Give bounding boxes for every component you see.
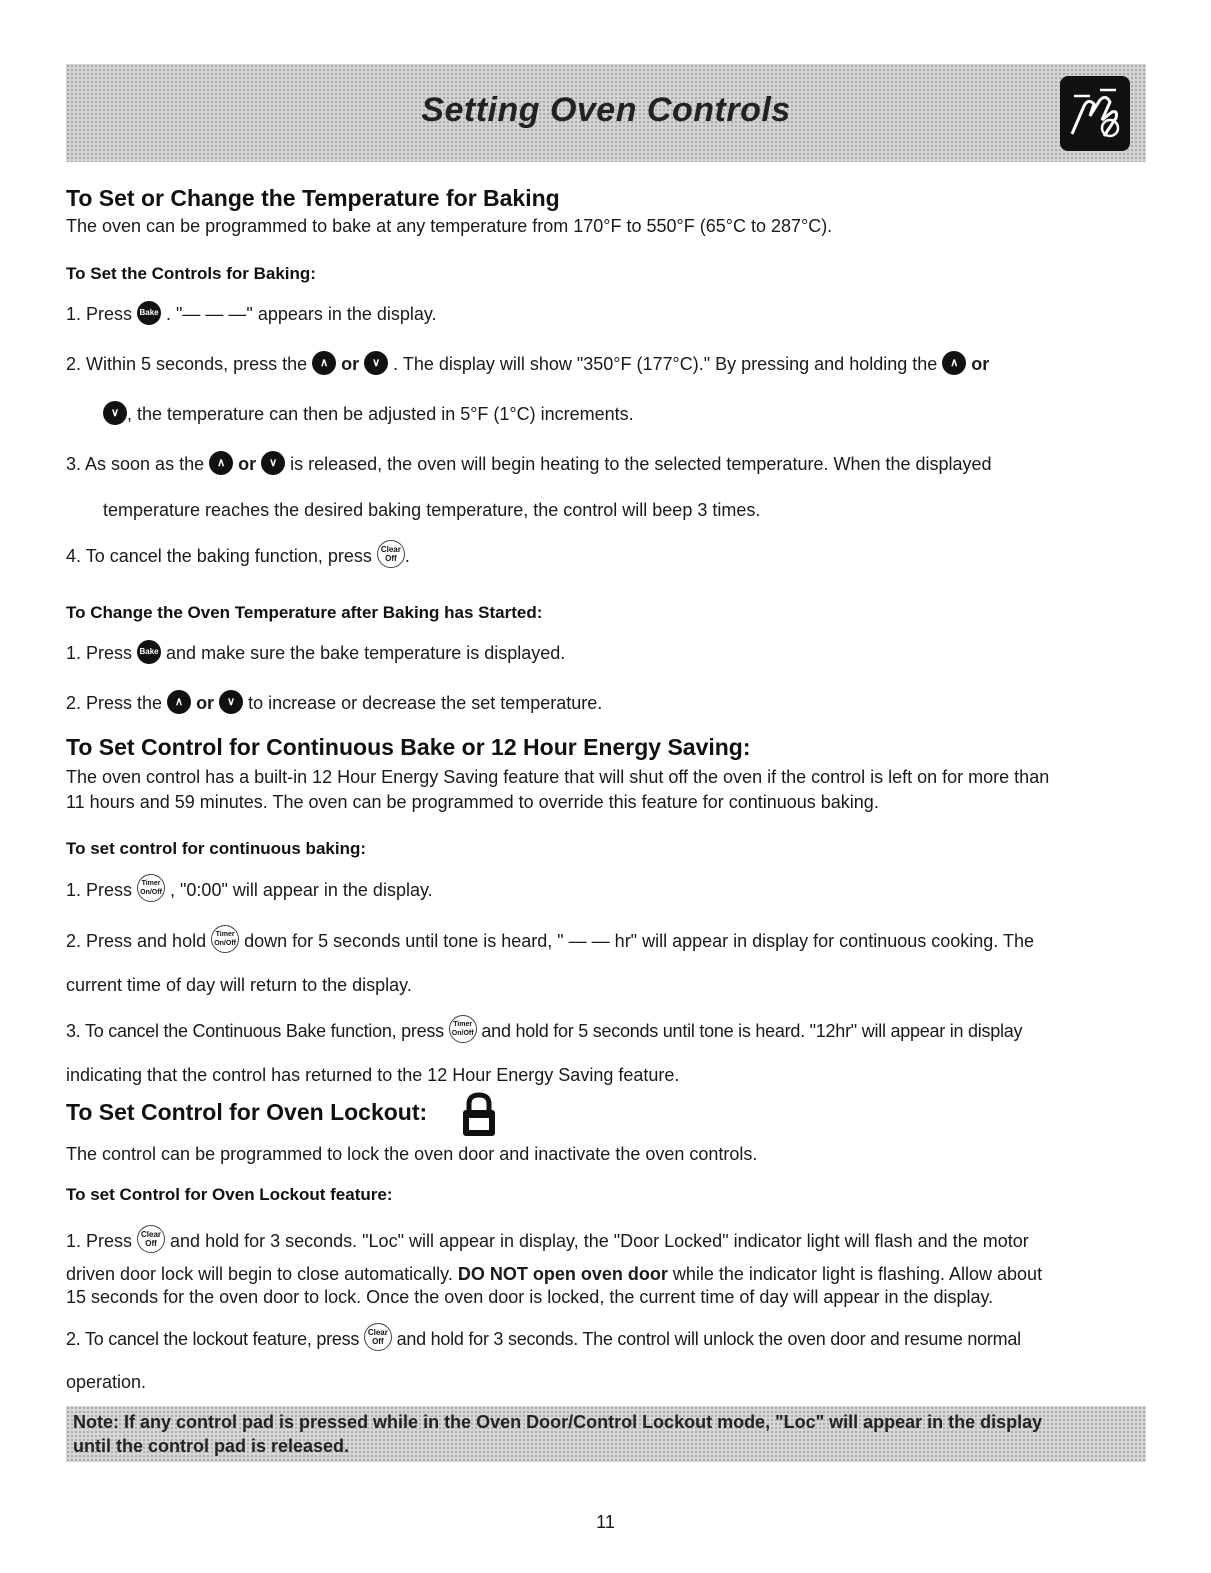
- step-text: driven door lock will begin to close automatically.: [66, 1264, 458, 1284]
- step-text: 3. As soon as the: [66, 454, 210, 474]
- button-label: On/Off: [214, 940, 236, 947]
- step-text: and hold for 3 seconds. "Loc" will appear in display, the "Door Locked" indicator light will flash and the motor: [165, 1230, 1029, 1251]
- or-text: or: [966, 354, 990, 374]
- button-label: Timer: [215, 931, 235, 938]
- timer-on-off-button-icon: [449, 1015, 477, 1043]
- subheading-lockout-feature: To set Control for Oven Lockout feature:: [66, 1185, 393, 1204]
- section-intro: The oven control has a built-in 12 Hour Energy Saving feature that will shut off the oven if the control is left on for more than: [66, 767, 1050, 787]
- bake-button-icon: Bake: [137, 640, 161, 664]
- step-text: 2. Press and hold: [66, 930, 212, 951]
- button-label: Clear: [141, 1230, 162, 1239]
- lock-icon: [461, 1092, 497, 1143]
- step-continuation: current time of day will return to the display.: [66, 975, 412, 995]
- button-label: Timer: [141, 880, 161, 887]
- button-label: Off: [372, 1337, 384, 1346]
- step: [66, 1326, 1021, 1354]
- step-text: 2. Press the: [66, 693, 168, 713]
- step-text: and hold for 5 seconds until tone is heard. "12hr" will appear in display: [476, 1020, 1023, 1041]
- down-arrow-button-icon: ∨: [103, 401, 127, 425]
- step-continuation: [66, 1263, 1042, 1285]
- or-text: or: [336, 354, 365, 374]
- button-label: Clear: [367, 1328, 388, 1337]
- subheading-change-temperature: To Change the Oven Temperature after Baking has Started:: [66, 603, 543, 622]
- down-arrow-button-icon: ∨: [261, 451, 285, 475]
- step-text: . "— — —" appears in the display.: [161, 304, 437, 324]
- down-arrow-button-icon: ∨: [364, 351, 388, 375]
- clear-off-button-icon: [364, 1323, 392, 1351]
- note-text: Note: If any control pad is pressed while in the Oven Door/Control Lockout mode, "Loc" will appear in the display: [73, 1412, 1043, 1432]
- step-continuation: [103, 403, 634, 427]
- step: [66, 1228, 1029, 1256]
- step: [66, 692, 602, 716]
- step-text: 1. Press: [66, 304, 138, 324]
- step: [66, 877, 433, 905]
- step-text: to increase or decrease the set temperature.: [243, 693, 603, 713]
- step-text: is released, the oven will begin heating to the selected temperature. When the displayed: [285, 454, 992, 474]
- button-label: Clear: [380, 545, 401, 554]
- step-text: 2. To cancel the lockout feature, press: [66, 1328, 364, 1349]
- step: [66, 1018, 1022, 1046]
- step-continuation: operation.: [66, 1372, 147, 1392]
- section-intro: The oven can be programmed to bake at any temperature from 170°F to 550°F (65°C to 287°C).: [66, 216, 833, 236]
- step-text: and hold for 3 seconds. The control will unlock the oven door and resume normal: [391, 1328, 1021, 1349]
- up-arrow-button-icon: ∧: [942, 351, 966, 375]
- section-heading-baking-temperature: To Set or Change the Temperature for Baking: [66, 185, 560, 211]
- step-text: and make sure the bake temperature is displayed.: [161, 643, 566, 663]
- step-text: 4. To cancel the baking function, press: [66, 545, 377, 566]
- step-text: , the temperature can then be adjusted in 5°F (1°C) increments.: [127, 404, 634, 424]
- step-continuation: 15 seconds for the oven door to lock. Once the oven door is locked, the current time of day will appear in the display.: [66, 1287, 994, 1307]
- up-arrow-button-icon: ∧: [167, 690, 191, 714]
- step: [66, 543, 410, 571]
- subheading-continuous-baking: To set control for continuous baking:: [66, 839, 367, 858]
- step-text: 2. Within 5 seconds, press the: [66, 354, 313, 374]
- section-intro: The control can be programmed to lock the oven door and inactivate the oven controls.: [66, 1144, 758, 1164]
- section-heading-oven-lockout: To Set Control for Oven Lockout:: [66, 1099, 428, 1125]
- up-arrow-button-icon: ∧: [209, 451, 233, 475]
- bake-button-icon: Bake: [137, 301, 161, 325]
- step-text: 3. To cancel the Continuous Bake function, press: [66, 1020, 449, 1041]
- note-box: [66, 1406, 1146, 1462]
- section-intro: 11 hours and 59 minutes. The oven can be programmed to override this feature for continuous baking.: [66, 792, 879, 812]
- section-heading-continuous-bake: To Set Control for Continuous Bake or 12 Hour Energy Saving:: [66, 734, 751, 760]
- page-number: 11: [596, 1512, 615, 1532]
- warning-text: DO NOT open oven door: [457, 1264, 668, 1284]
- or-text: or: [191, 693, 220, 713]
- clear-off-button-icon: [137, 1225, 165, 1253]
- step-text: , "0:00" will appear in the display.: [165, 879, 433, 900]
- timer-on-off-button-icon: [211, 925, 239, 953]
- button-label: On/Off: [140, 889, 162, 896]
- step: [66, 353, 989, 377]
- timer-on-off-button-icon: [137, 874, 165, 902]
- step-text: 1. Press: [66, 643, 138, 663]
- button-label: Off: [145, 1239, 157, 1248]
- button-label: On/Off: [451, 1030, 474, 1037]
- page-title: Setting Oven Controls: [421, 91, 791, 129]
- button-label: Off: [385, 554, 397, 563]
- step-text: while the indicator light is flashing. Allow about: [667, 1264, 1043, 1284]
- step: [66, 928, 1034, 956]
- subheading-set-controls-baking: To Set the Controls for Baking:: [66, 264, 316, 283]
- step-continuation: indicating that the control has returned to the 12 Hour Energy Saving feature.: [66, 1065, 680, 1085]
- step-continuation: temperature reaches the desired baking temperature, the control will beep 3 times.: [103, 500, 761, 520]
- up-arrow-button-icon: ∧: [312, 351, 336, 375]
- step-text: 1. Press: [66, 1230, 138, 1251]
- step-text: . The display will show "350°F (177°C)." By pressing and holding the: [388, 354, 943, 374]
- step-text: .: [404, 545, 410, 566]
- note-text: until the control pad is released.: [73, 1436, 350, 1456]
- or-text: or: [233, 454, 262, 474]
- step-text: 1. Press: [66, 879, 138, 900]
- step: [66, 303, 437, 327]
- header-banner: [66, 64, 1146, 162]
- step: [66, 642, 565, 666]
- clear-off-button-icon: [377, 540, 405, 568]
- button-label: Timer: [453, 1021, 473, 1028]
- step: [66, 453, 992, 477]
- down-arrow-button-icon: ∨: [219, 690, 243, 714]
- step-text: down for 5 seconds until tone is heard, " — — hr" will appear in display for continuous cooking. The: [239, 930, 1034, 951]
- oven-settings-icon: [1060, 76, 1130, 151]
